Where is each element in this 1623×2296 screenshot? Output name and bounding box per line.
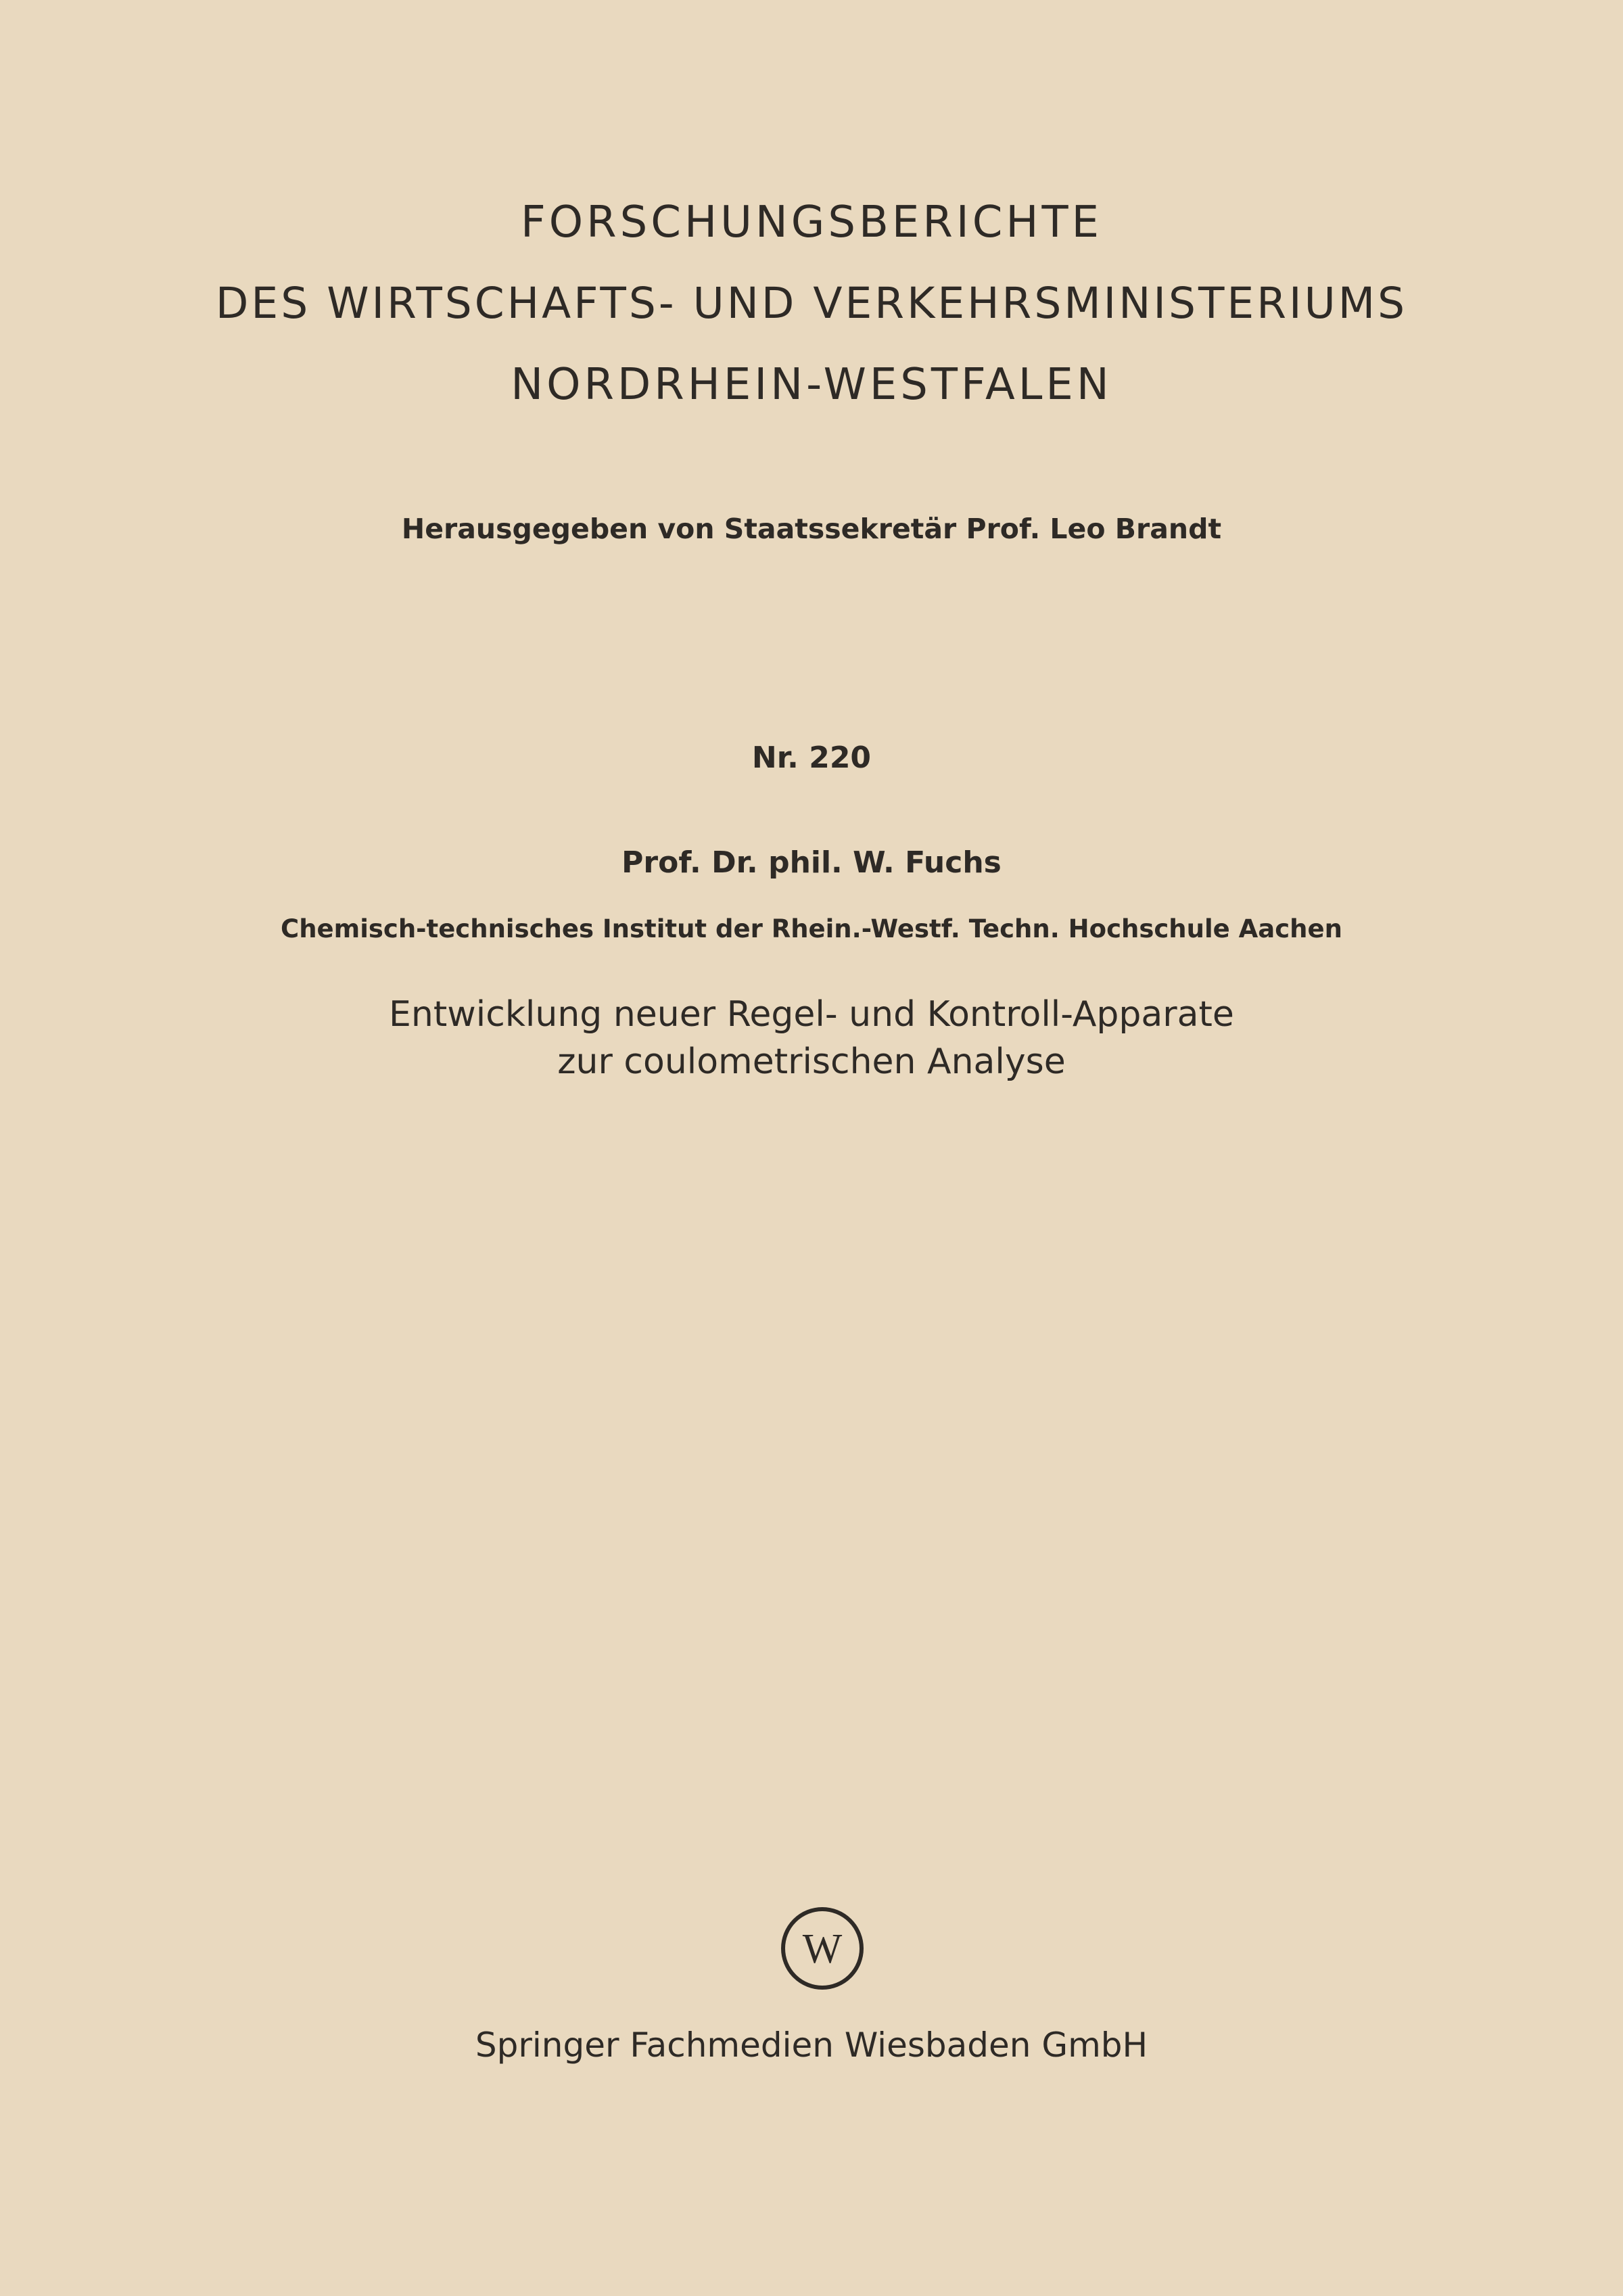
author-institute: Chemisch-technisches Institut der Rhein.-Westf. Techn. Hochschule Aachen xyxy=(281,914,1342,943)
report-number: Nr. 220 xyxy=(751,741,872,775)
author-name: Prof. Dr. phil. W. Fuchs xyxy=(621,845,1002,880)
series-title-line-1: FORSCHUNGSBERICHTE xyxy=(520,197,1103,248)
book-title-line-2: zur coulometrischen Analyse xyxy=(557,1041,1066,1082)
series-title-line-3: NORDRHEIN-WESTFALEN xyxy=(511,360,1112,410)
editor-line: Herausgegeben von Staatssekretär Prof. Leo Brandt xyxy=(401,513,1222,545)
logo-letter: W xyxy=(802,1926,843,1972)
book-title-line-1: Entwicklung neuer Regel- und Kontroll-Apparate xyxy=(389,994,1234,1035)
publisher-name: Springer Fachmedien Wiesbaden GmbH xyxy=(475,2025,1148,2065)
series-title-line-2: DES WIRTSCHAFTS- UND VERKEHRSMINISTERIUMS xyxy=(215,279,1408,328)
publisher-logo-svg xyxy=(780,1906,865,1991)
publisher-logo-icon xyxy=(780,1906,865,1991)
